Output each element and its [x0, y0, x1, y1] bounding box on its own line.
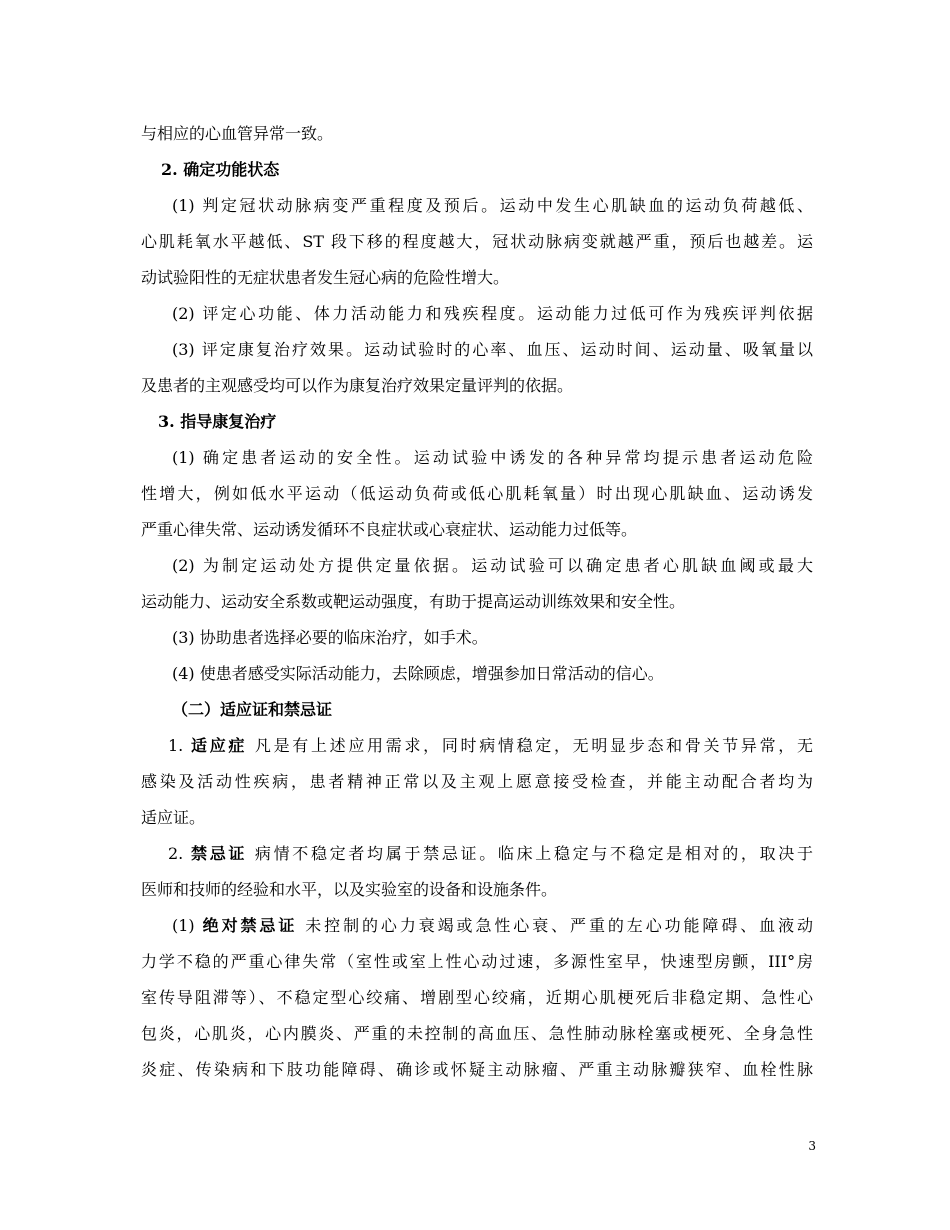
paragraph-first-line	[168, 842, 813, 866]
body-text-line: (2) 评定心功能、体力活动能力和残疾程度。运动能力过低可作为残疾评判依据	[172, 304, 813, 323]
page-number: 3	[808, 1139, 816, 1153]
item-term: 绝对禁忌证	[202, 916, 298, 935]
body-text-line: 炎症、传染病和下肢功能障碍、确诊或怀疑主动脉瘤、严重主动脉瓣狭窄、血栓性脉	[141, 1060, 813, 1079]
body-text-line: (3) 评定康复治疗效果。运动试验时的心率、血压、运动时间、运动量、吸氧量以	[172, 340, 813, 359]
body-text-line: (1) 判定冠状动脉病变严重程度及预后。运动中发生心肌缺血的运动负荷越低、	[172, 196, 813, 215]
section-heading: 3. 指导康复治疗	[158, 412, 277, 431]
body-text-line: 室传导阻滞等）、不稳定型心绞痛、增剧型心绞痛，近期心肌梗死后非稳定期、急性心	[141, 988, 813, 1007]
body-text-line: (3) 协助患者选择必要的临床治疗，如手术。	[172, 628, 488, 647]
body-text-line: (2) 为制定运动处方提供定量依据。运动试验可以确定患者心肌缺血阈或最大	[172, 556, 813, 575]
body-text-line: 动试验阳性的无症状患者发生冠心病的危险性增大。	[141, 268, 510, 287]
item-text: 凡是有上述应用需求，同时病情稳定，无明显步态和骨关节异常，无	[247, 736, 813, 755]
subsection-heading: （二）适应证和禁忌证	[172, 700, 333, 719]
body-text-line: 严重心律失常、运动诱发循环不良症状或心衰症状、运动能力过低等。	[141, 520, 638, 539]
body-text-line: 力学不稳的严重心律失常（室性或室上性心动过速，多源性室早，快速型房颤，III°房	[141, 952, 813, 971]
item-number: 2.	[168, 844, 192, 863]
body-text-line: 与相应的心血管异常一致。	[141, 124, 334, 143]
section-heading: 2. 确定功能状态	[161, 160, 280, 179]
body-text-line: 医师和技师的经验和水平，以及实验室的设备和设施条件。	[141, 880, 558, 899]
item-text: 病情不稳定者均属于禁忌证。临床上稳定与不稳定是相对的，取决于	[247, 844, 813, 863]
body-text-line: 性增大，例如低水平运动（低运动负荷或低心肌耗氧量）时出现心肌缺血、运动诱发	[141, 484, 813, 503]
body-text-line: 适应证。	[141, 808, 206, 827]
body-text-line: 心肌耗氧水平越低、ST 段下移的程度越大，冠状动脉病变就越严重，预后也越差。运	[141, 232, 813, 251]
item-term: 适应症	[191, 736, 248, 755]
body-text-line: 感染及活动性疾病，患者精神正常以及主观上愿意接受检查，并能主动配合者均为	[141, 772, 813, 791]
body-text-line: 包炎，心肌炎，心内膜炎、严重的未控制的高血压、急性肺动脉栓塞或梗死、全身急性	[141, 1024, 813, 1043]
body-text-line: 及患者的主观感受均可以作为康复治疗效果定量评判的依据。	[141, 376, 574, 395]
body-text-line: (1) 确定患者运动的安全性。运动试验中诱发的各种异常均提示患者运动危险	[172, 448, 813, 467]
body-text-line: 运动能力、运动安全系数或靶运动强度，有助于提高运动训练效果和安全性。	[141, 592, 686, 611]
paragraph-first-line	[168, 734, 813, 758]
item-number: 1.	[168, 736, 192, 755]
paragraph-first-line	[172, 914, 813, 938]
item-term: 禁忌证	[191, 844, 248, 863]
item-number: (1)	[172, 916, 203, 935]
body-text-line: (4) 使患者感受实际活动能力，去除顾虑，增强参加日常活动的信心。	[172, 664, 664, 683]
item-text: 未控制的心力衰竭或急性心衰、严重的左心功能障碍、血液动	[297, 916, 813, 935]
